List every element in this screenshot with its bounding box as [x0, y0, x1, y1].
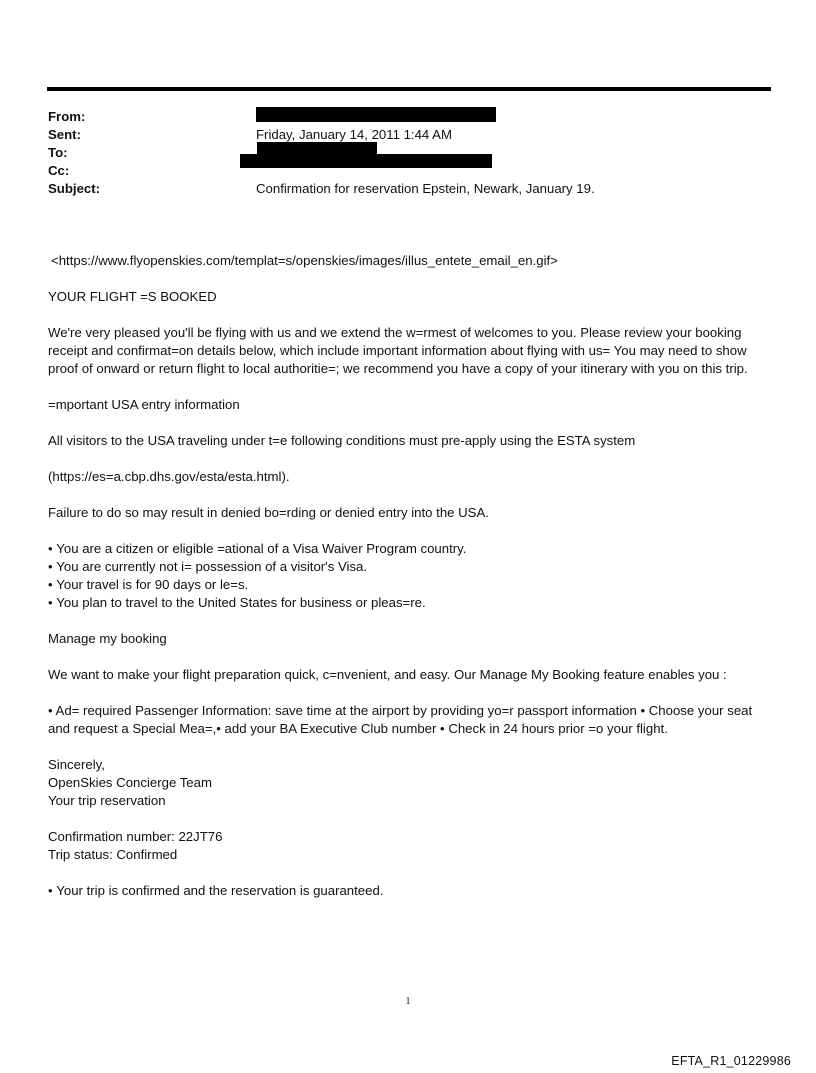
sent-label: Sent: — [48, 127, 81, 142]
header-divider — [47, 87, 771, 91]
esta-link[interactable]: (https://es=a.cbp.dhs.gov/esta/esta.html). — [48, 469, 290, 484]
manage-features-paragraph: • Ad= required Passenger Information: save time at the airport by providing yo=r passport information • Choose your seat and request a Special Mea=,• add your BA Executive Club number • Check in 24 hours prior =o your flight. — [48, 703, 753, 736]
email-header — [48, 108, 768, 198]
cc-value — [256, 162, 768, 180]
confirmed-list — [48, 882, 766, 900]
signature-block — [48, 756, 766, 810]
sent-row — [48, 126, 768, 144]
sent-value: Friday, January 14, 2011 1:44 AM — [256, 127, 452, 142]
from-row — [48, 108, 768, 126]
list-item: • You plan to travel to the United States for business or pleas=re. — [48, 594, 766, 612]
conditions-list — [48, 540, 766, 612]
confirmation-block — [48, 828, 766, 864]
manage-intro-paragraph: We want to make your flight preparation quick, c=nvenient, and easy. Our Manage My Booking feature enables you : — [48, 667, 727, 682]
entry-info-heading: =mportant USA entry information — [48, 397, 240, 412]
redaction-bar — [240, 154, 492, 168]
failure-paragraph: Failure to do so may result in denied bo=rding or denied entry into the USA. — [48, 505, 489, 520]
banner-image-link[interactable]: <https://www.flyopenskies.com/templat=s/openskies/images/illus_entete_email_en.gif> — [51, 253, 558, 268]
page-number: 1 — [405, 996, 411, 1007]
cc-row — [48, 162, 768, 180]
confirmation-number: Confirmation number: 22JT76 — [48, 829, 223, 844]
welcome-paragraph: We're very pleased you'll be flying with us and we extend the w=rmest of welcomes to you. Please review your booking receipt and confirmat=on details below, which include important information about flying with us= You may need to show proof of onward or return flight to local authoritie=; we recommend you have a copy of your itinerary with you on this trip. — [48, 325, 748, 376]
visitors-paragraph: All visitors to the USA traveling under t=e following conditions must pre-apply using the ESTA system — [48, 433, 636, 448]
from-label: From: — [48, 109, 86, 124]
subject-row — [48, 180, 768, 198]
list-item: • You are a citizen or eligible =ational of a Visa Waiver Program country. — [48, 540, 766, 558]
trip-status: Trip status: Confirmed — [48, 847, 178, 862]
list-item: • You are currently not i= possession of a visitor's Visa. — [48, 558, 766, 576]
trip-reservation-line: Your trip reservation — [48, 793, 166, 808]
document-id: EFTA_R1_01229986 — [671, 1054, 791, 1068]
list-item: • Your trip is confirmed and the reservation is guaranteed. — [48, 882, 766, 900]
booked-heading: YOUR FLIGHT =S BOOKED — [48, 289, 217, 304]
list-item: • Your travel is for 90 days or le=s. — [48, 576, 766, 594]
team-line: OpenSkies Concierge Team — [48, 775, 212, 790]
sincerely-line: Sincerely, — [48, 757, 105, 772]
email-body — [48, 252, 766, 918]
subject-label: Subject: — [48, 181, 101, 196]
redaction-bar — [256, 107, 496, 122]
subject-value: Confirmation for reservation Epstein, Newark, January 19. — [256, 181, 595, 196]
to-label: To: — [48, 145, 68, 160]
manage-booking-heading: Manage my booking — [48, 631, 167, 646]
cc-label: Cc: — [48, 163, 70, 178]
from-value — [256, 108, 768, 126]
